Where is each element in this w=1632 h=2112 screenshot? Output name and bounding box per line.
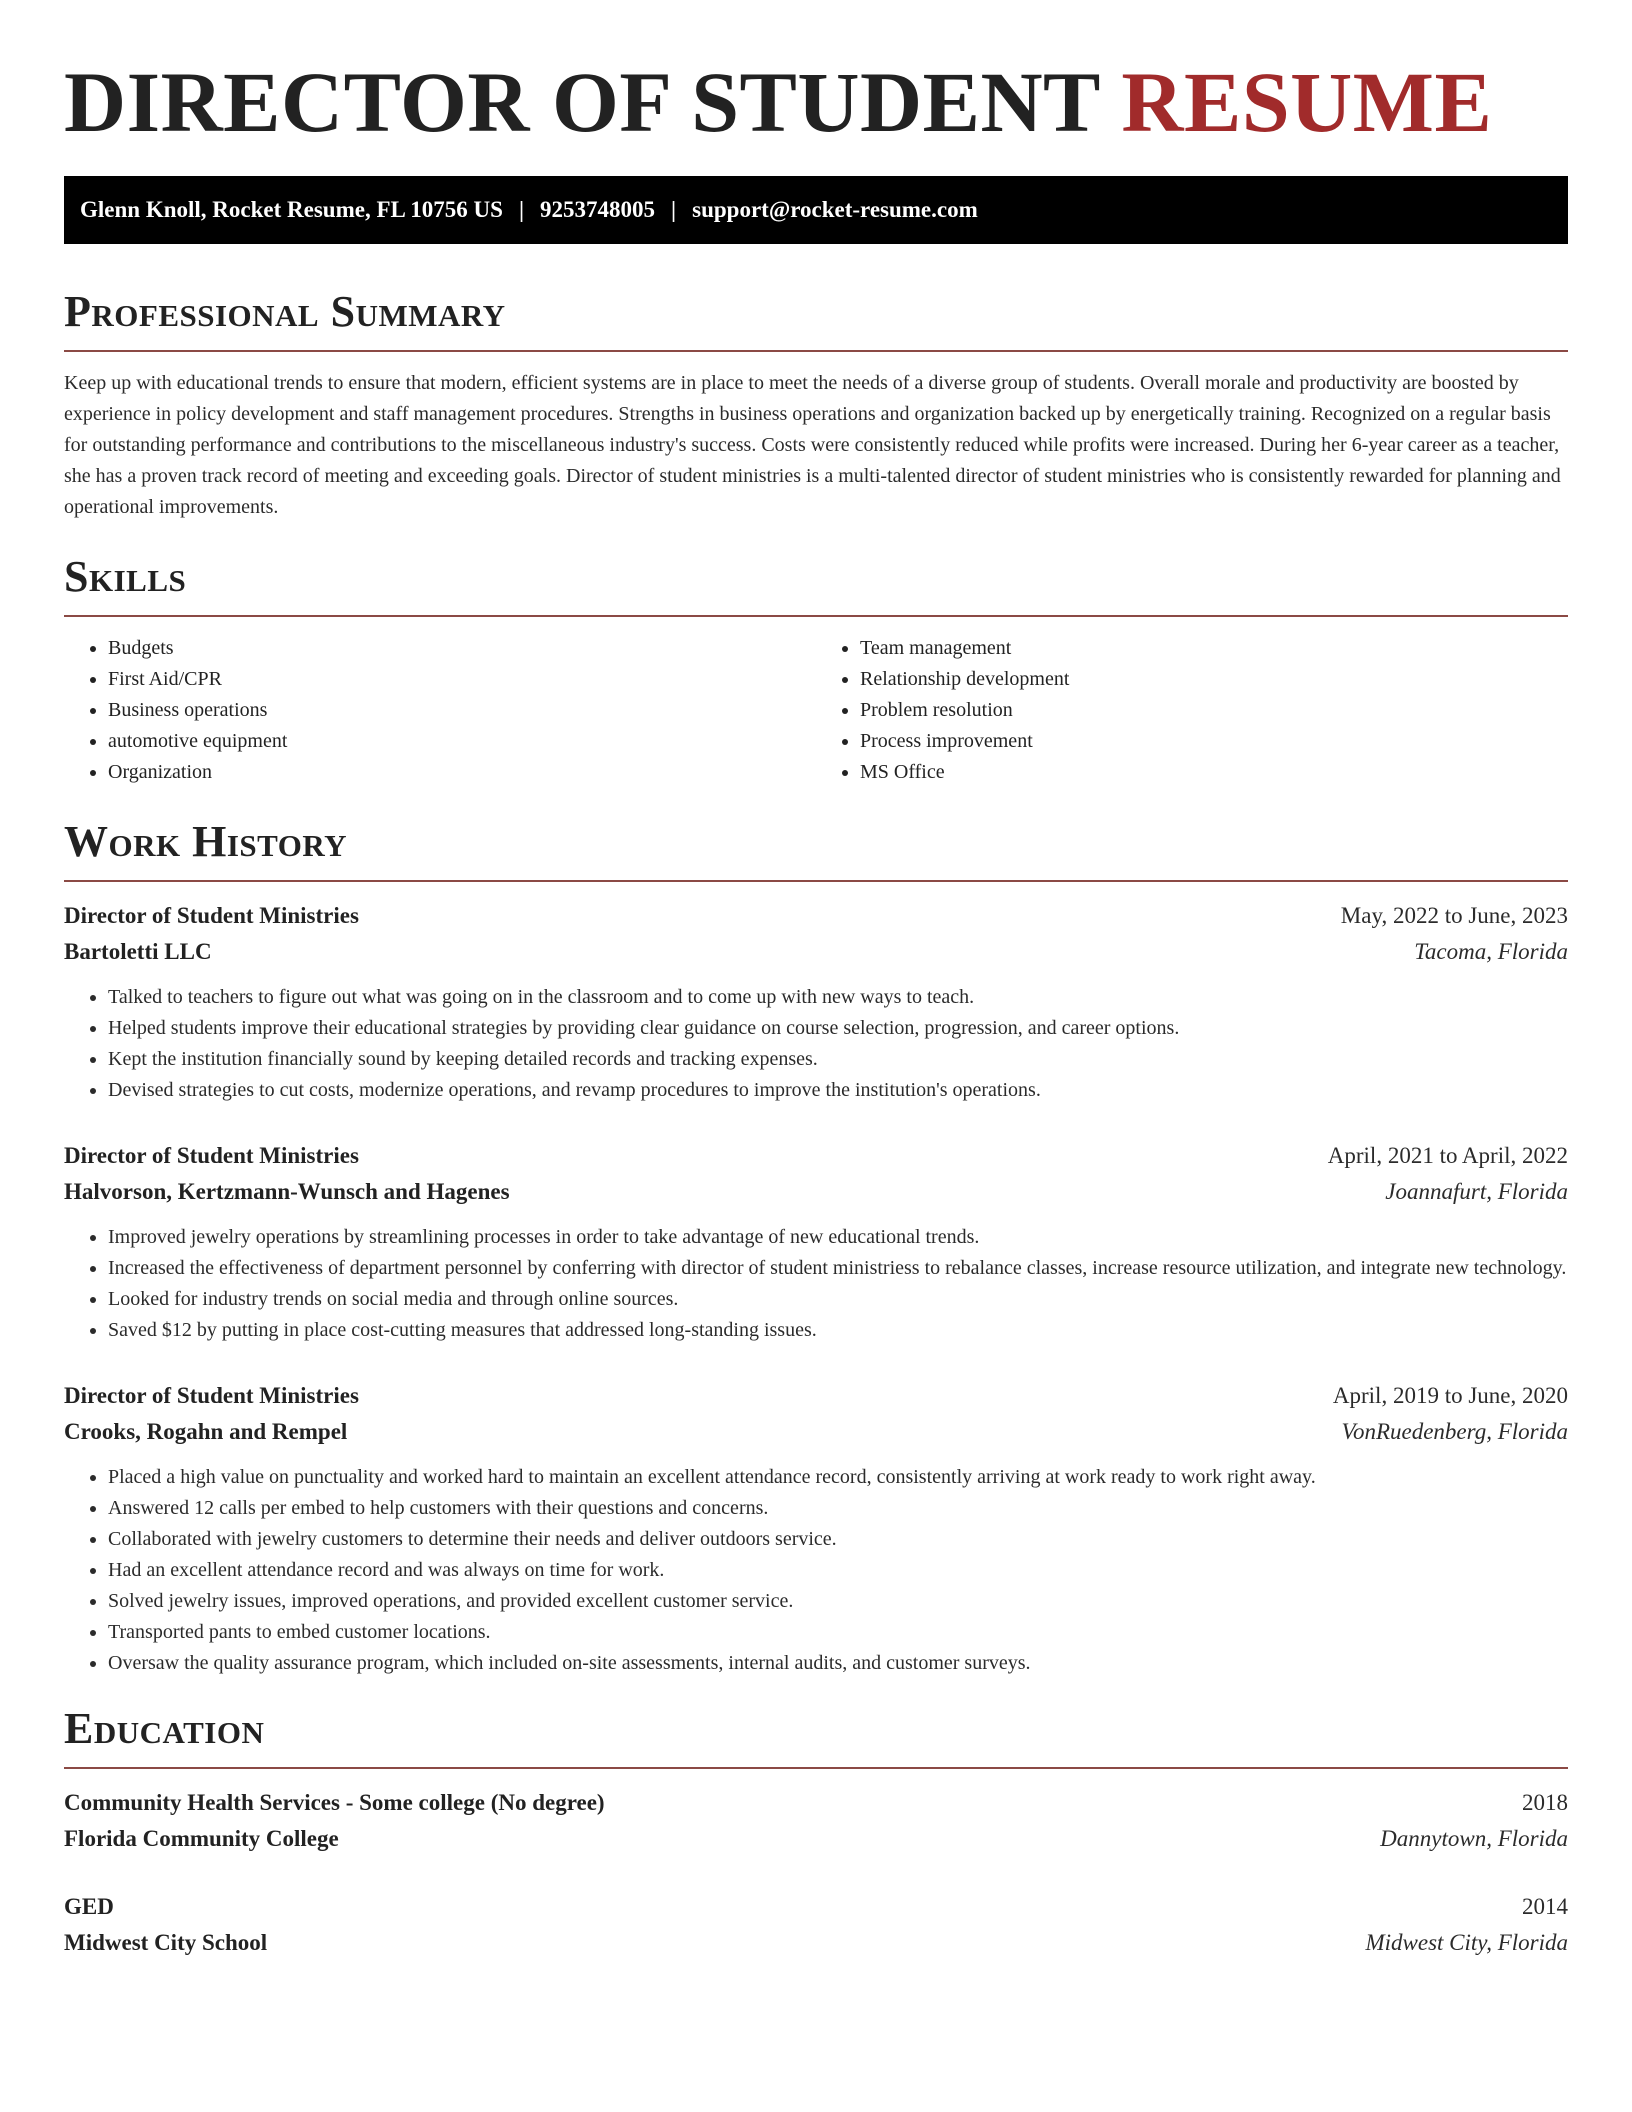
summary-heading: Professional Summary: [64, 286, 1568, 352]
job-header-row: [64, 1378, 1568, 1414]
job-location: Tacoma, Florida: [1414, 939, 1568, 964]
skills-column-right: [816, 633, 1568, 788]
work-history-section: [64, 816, 1568, 1679]
skill-item: • Team management: [860, 633, 1568, 664]
job-bullet: • Transported pants to embed customer locations.: [108, 1617, 1568, 1648]
title-accent: RESUME: [1121, 54, 1493, 150]
job-company-row: [64, 1414, 1568, 1450]
job-bullet: • Talked to teachers to figure out what was going on in the classroom and to come up with new ways to teach.: [108, 982, 1568, 1013]
job-company: Crooks, Rogahn and Rempel: [64, 1419, 348, 1444]
job-company: Halvorson, Kertzmann-Wunsch and Hagenes: [64, 1179, 510, 1204]
skill-item: • Problem resolution: [860, 695, 1568, 726]
job-bullet: • Kept the institution financially sound by keeping detailed records and tracking expenses.: [108, 1044, 1568, 1075]
job-bullet: • Collaborated with jewelry customers to determine their needs and deliver outdoors service.: [108, 1524, 1568, 1555]
education-year: 2014: [1522, 1894, 1568, 1919]
education-header-row: [64, 1785, 1568, 1821]
contact-separator: |: [518, 197, 525, 222]
job-dates: May, 2022 to June, 2023: [1340, 903, 1568, 928]
skill-item: • First Aid/CPR: [108, 664, 816, 695]
skills-section: [64, 551, 1568, 788]
job-entry: [64, 1378, 1568, 1679]
job-company-row: [64, 934, 1568, 970]
job-header-row: [64, 1138, 1568, 1174]
job-entry: [64, 898, 1568, 1106]
education-year: 2018: [1522, 1790, 1568, 1815]
job-bullet: • Looked for industry trends on social media and through online sources.: [108, 1284, 1568, 1315]
skill-item: • Business operations: [108, 695, 816, 726]
contact-address: Glenn Knoll, Rocket Resume, FL 10756 US: [80, 197, 503, 222]
education-header-row: [64, 1889, 1568, 1925]
education-degree: GED: [64, 1894, 114, 1919]
job-company-row: [64, 1174, 1568, 1210]
job-bullet: • Helped students improve their educational strategies by providing clear guidance on course selection, progression, and career options.: [108, 1013, 1568, 1044]
job-bullet: • Placed a high value on punctuality and worked hard to maintain an excellent attendance record, consistently arriving at work ready to work right away.: [108, 1462, 1568, 1493]
job-title: Director of Student Ministries: [64, 1143, 359, 1168]
skill-item: • Organization: [108, 757, 816, 788]
job-location: Joannafurt, Florida: [1385, 1179, 1568, 1204]
education-entry: [64, 1785, 1568, 1857]
education-school-row: [64, 1925, 1568, 1961]
skills-column-left: [64, 633, 816, 788]
contact-phone: 9253748005: [540, 197, 656, 222]
skill-item: • MS Office: [860, 757, 1568, 788]
contact-email: support@rocket-resume.com: [692, 197, 978, 222]
contact-separator: |: [671, 197, 677, 222]
job-bullets: [64, 1462, 1568, 1679]
education-location: Midwest City, Florida: [1365, 1930, 1568, 1955]
job-title: Director of Student Ministries: [64, 903, 359, 928]
education-degree: Community Health Services - Some college (No degree): [64, 1790, 605, 1815]
skill-item: • Relationship development: [860, 664, 1568, 695]
education-heading: Education: [64, 1703, 1568, 1769]
job-dates: April, 2019 to June, 2020: [1332, 1383, 1568, 1408]
job-bullet: • Devised strategies to cut costs, modernize operations, and revamp procedures to improve the institution's operations.: [108, 1075, 1568, 1106]
skills-heading: Skills: [64, 551, 1568, 617]
education-entry: [64, 1889, 1568, 1961]
education-school: Florida Community College: [64, 1826, 339, 1851]
skill-item: • automotive equipment: [108, 726, 816, 757]
resume-title: [64, 0, 1568, 172]
job-bullet: • Oversaw the quality assurance program, which included on-site assessments, internal audits, and customer surveys.: [108, 1648, 1568, 1679]
job-bullet: • Answered 12 calls per embed to help customers with their questions and concerns.: [108, 1493, 1568, 1524]
skill-item: • Budgets: [108, 633, 816, 664]
job-header-row: [64, 898, 1568, 934]
education-school: Midwest City School: [64, 1930, 268, 1955]
summary-section: [64, 286, 1568, 523]
job-company: Bartoletti LLC: [64, 939, 212, 964]
education-section: [64, 1703, 1568, 1961]
summary-text: Keep up with educational trends to ensure that modern, efficient systems are in place to meet the needs of a diverse group of students. Overall morale and productivity are boosted by experience in policy development and staff management procedures. Strengths in business operations and organization backed up by energetically training. Recognized on a regular basis for outstanding performance and contributions to the miscellaneous industry's success. Costs were consistently reduced while profits were increased. During her 6-year career as a teacher, she has a proven track record of meeting and exceeding goals. Director of student ministries is a multi-talented director of student ministries who is consistently rewarded for planning and operational improvements.: [64, 372, 1561, 518]
skill-item: • Process improvement: [860, 726, 1568, 757]
education-school-row: [64, 1821, 1568, 1857]
job-bullet: • Had an excellent attendance record and was always on time for work.: [108, 1555, 1568, 1586]
skills-list: [64, 633, 1568, 788]
job-bullet: • Increased the effectiveness of department personnel by conferring with director of student ministriess to rebalance classes, increase resource utilization, and integrate new technology.: [108, 1253, 1568, 1284]
job-bullets: [64, 1222, 1568, 1346]
job-bullet: • Improved jewelry operations by streamlining processes in order to take advantage of new educational trends.: [108, 1222, 1568, 1253]
job-bullet: • Saved $12 by putting in place cost-cutting measures that addressed long-standing issues.: [108, 1315, 1568, 1346]
job-title: Director of Student Ministries: [64, 1383, 359, 1408]
job-bullets: [64, 982, 1568, 1106]
title-main: DIRECTOR OF STUDENT: [64, 54, 1100, 150]
contact-bar: [64, 176, 1568, 244]
job-entry: [64, 1138, 1568, 1346]
work-history-heading: Work History: [64, 816, 1568, 882]
education-location: Dannytown, Florida: [1380, 1826, 1568, 1851]
job-bullet: • Solved jewelry issues, improved operations, and provided excellent customer service.: [108, 1586, 1568, 1617]
job-dates: April, 2021 to April, 2022: [1327, 1143, 1568, 1168]
job-location: VonRuedenberg, Florida: [1341, 1419, 1568, 1444]
